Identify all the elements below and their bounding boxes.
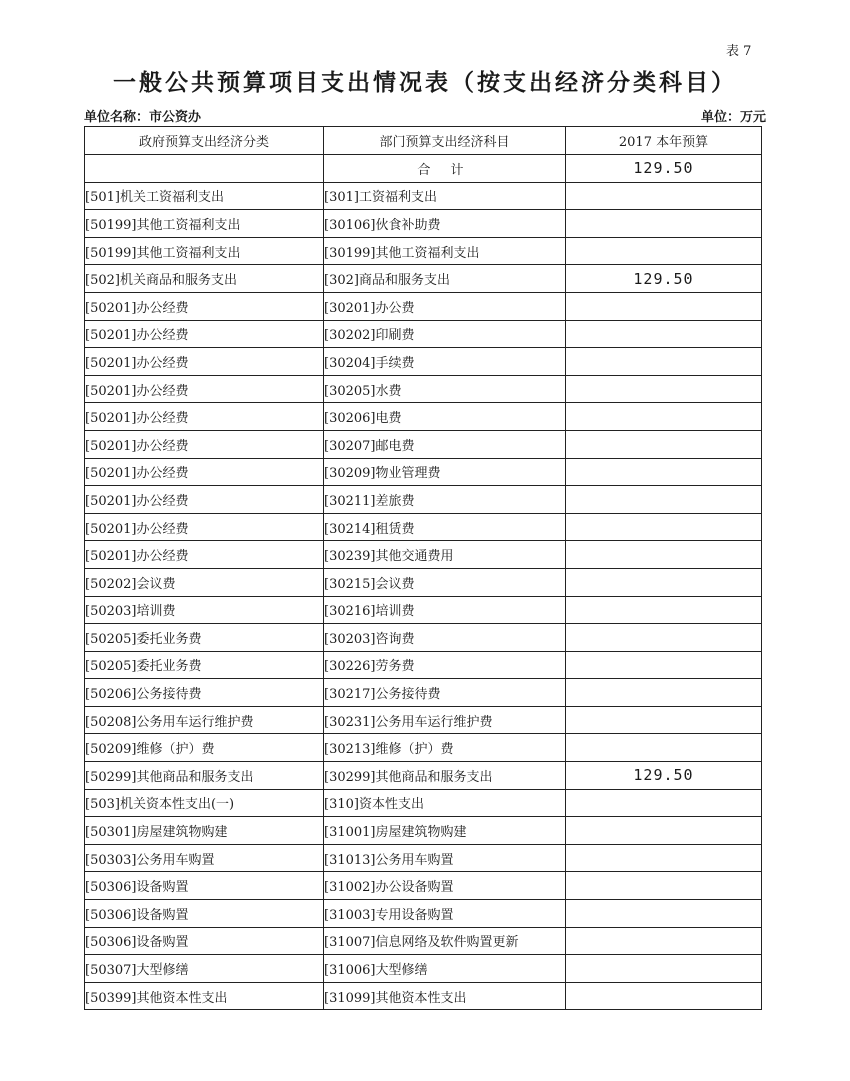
dept-subject-cell: [30106]伙食补助费 [324,210,566,238]
dept-subject-cell: [30239]其他交通费用 [324,541,566,569]
amount-cell [566,596,762,624]
header-budget-2017: 2017 本年预算 [566,127,762,155]
gov-classification-cell: [501]机关工资福利支出 [85,182,324,210]
gov-classification-cell: [50199]其他工资福利支出 [85,237,324,265]
amount-cell [566,900,762,928]
page-title: 一般公共预算项目支出情况表（按支出经济分类科目） [113,70,737,96]
table-header-row [85,127,762,155]
dept-subject-cell: [31001]房屋建筑物购建 [324,817,566,845]
table-row [85,872,762,900]
amount-cell [566,403,762,431]
dept-subject-cell: [30202]印刷费 [324,320,566,348]
header-gov-classification: 政府预算支出经济分类 [85,127,324,155]
table-row [85,568,762,596]
table-row [85,292,762,320]
dept-subject-cell: [30215]会议费 [324,568,566,596]
unit-name-label: 单位名称：市公资办 [84,110,202,125]
table-row [85,375,762,403]
dept-subject-cell: [30217]公务接待费 [324,679,566,707]
gov-classification-cell: [50199]其他工资福利支出 [85,210,324,238]
amount-cell [566,430,762,458]
dept-subject-cell: [30214]租赁费 [324,513,566,541]
unit-label: 单位：万元 [700,110,766,125]
dept-subject-cell: [30213]维修（护）费 [324,734,566,762]
amount-cell [566,320,762,348]
amount-cell [566,734,762,762]
table-row [85,900,762,928]
gov-classification-cell: [50299]其他商品和服务支出 [85,762,324,790]
gov-classification-cell: [50201]办公经费 [85,348,324,376]
table-row [85,348,762,376]
table-row [85,320,762,348]
gov-classification-cell: [50399]其他资本性支出 [85,982,324,1010]
amount-cell [566,237,762,265]
header-dept-subject: 部门预算支出经济科目 [324,127,566,155]
dept-subject-cell: [30205]水费 [324,375,566,403]
dept-subject-cell: [310]资本性支出 [324,789,566,817]
dept-subject-cell: [30206]电费 [324,403,566,431]
amount-cell [566,982,762,1010]
dept-subject-cell: [302]商品和服务支出 [324,265,566,293]
gov-classification-cell: [50201]办公经费 [85,292,324,320]
table-row [85,596,762,624]
gov-classification-cell: [50208]公务用车运行维护费 [85,706,324,734]
amount-cell [566,541,762,569]
gov-classification-cell: [50201]办公经费 [85,403,324,431]
dept-subject-cell: [30211]差旅费 [324,486,566,514]
amount-cell [566,458,762,486]
gov-classification-cell: [502]机关商品和服务支出 [85,265,324,293]
dept-subject-cell: [30231]公务用车运行维护费 [324,706,566,734]
table-row [85,265,762,293]
amount-cell [566,679,762,707]
dept-subject-cell: [30204]手续费 [324,348,566,376]
amount-cell [566,210,762,238]
amount-cell [566,789,762,817]
table-row [85,789,762,817]
dept-subject-cell: [30203]咨询费 [324,624,566,652]
gov-classification-cell: [50201]办公经费 [85,430,324,458]
total-empty-cell [85,155,324,183]
gov-classification-cell: [503]机关资本性支出(一) [85,789,324,817]
table-number: 表 7 [726,44,752,59]
gov-classification-cell: [50201]办公经费 [85,541,324,569]
table-row [85,182,762,210]
dept-subject-cell: [30199]其他工资福利支出 [324,237,566,265]
dept-subject-cell: [30207]邮电费 [324,430,566,458]
gov-classification-cell: [50209]维修（护）费 [85,734,324,762]
amount-cell [566,651,762,679]
dept-subject-cell: [30209]物业管理费 [324,458,566,486]
amount-cell [566,375,762,403]
gov-classification-cell: [50201]办公经费 [85,320,324,348]
dept-subject-cell: [30216]培训费 [324,596,566,624]
table-row [85,762,762,790]
gov-classification-cell: [50205]委托业务费 [85,624,324,652]
gov-classification-cell: [50201]办公经费 [85,486,324,514]
gov-classification-cell: [50303]公务用车购置 [85,844,324,872]
dept-subject-cell: [31006]大型修缮 [324,955,566,983]
total-amount: 129.50 [566,155,762,183]
total-label: 合 计 [324,155,566,183]
amount-cell [566,513,762,541]
amount-cell [566,348,762,376]
table-row [85,513,762,541]
amount-cell [566,955,762,983]
dept-subject-cell: [30201]办公费 [324,292,566,320]
dept-subject-cell: [301]工资福利支出 [324,182,566,210]
table-row [85,237,762,265]
table-row [85,403,762,431]
gov-classification-cell: [50307]大型修缮 [85,955,324,983]
table-row [85,651,762,679]
table-row [85,679,762,707]
amount-cell [566,568,762,596]
table-row [85,927,762,955]
gov-classification-cell: [50306]设备购置 [85,900,324,928]
table-row [85,706,762,734]
unit-info-row [84,106,766,126]
amount-cell [566,927,762,955]
table-row [85,817,762,845]
table-row [85,458,762,486]
gov-classification-cell: [50203]培训费 [85,596,324,624]
table-row [85,210,762,238]
gov-classification-cell: [50206]公务接待费 [85,679,324,707]
amount-cell [566,872,762,900]
gov-classification-cell: [50201]办公经费 [85,458,324,486]
amount-cell [566,486,762,514]
table-row [85,982,762,1010]
gov-classification-cell: [50202]会议费 [85,568,324,596]
amount-cell [566,292,762,320]
dept-subject-cell: [30299]其他商品和服务支出 [324,762,566,790]
gov-classification-cell: [50306]设备购置 [85,927,324,955]
dept-subject-cell: [31002]办公设备购置 [324,872,566,900]
table-row [85,430,762,458]
amount-cell [566,844,762,872]
dept-subject-cell: [31099]其他资本性支出 [324,982,566,1010]
gov-classification-cell: [50201]办公经费 [85,375,324,403]
amount-cell [566,182,762,210]
amount-cell [566,817,762,845]
gov-classification-cell: [50301]房屋建筑物购建 [85,817,324,845]
dept-subject-cell: [31003]专用设备购置 [324,900,566,928]
table-row [85,624,762,652]
gov-classification-cell: [50306]设备购置 [85,872,324,900]
table-row [85,541,762,569]
dept-subject-cell: [31013]公务用车购置 [324,844,566,872]
total-row [85,155,762,183]
amount-cell: 129.50 [566,265,762,293]
gov-classification-cell: [50205]委托业务费 [85,651,324,679]
table-row [85,734,762,762]
table-row [85,955,762,983]
amount-cell: 129.50 [566,762,762,790]
budget-table [84,126,762,1010]
amount-cell [566,624,762,652]
amount-cell [566,706,762,734]
dept-subject-cell: [30226]劳务费 [324,651,566,679]
table-row [85,486,762,514]
dept-subject-cell: [31007]信息网络及软件购置更新 [324,927,566,955]
table-row [85,844,762,872]
gov-classification-cell: [50201]办公经费 [85,513,324,541]
